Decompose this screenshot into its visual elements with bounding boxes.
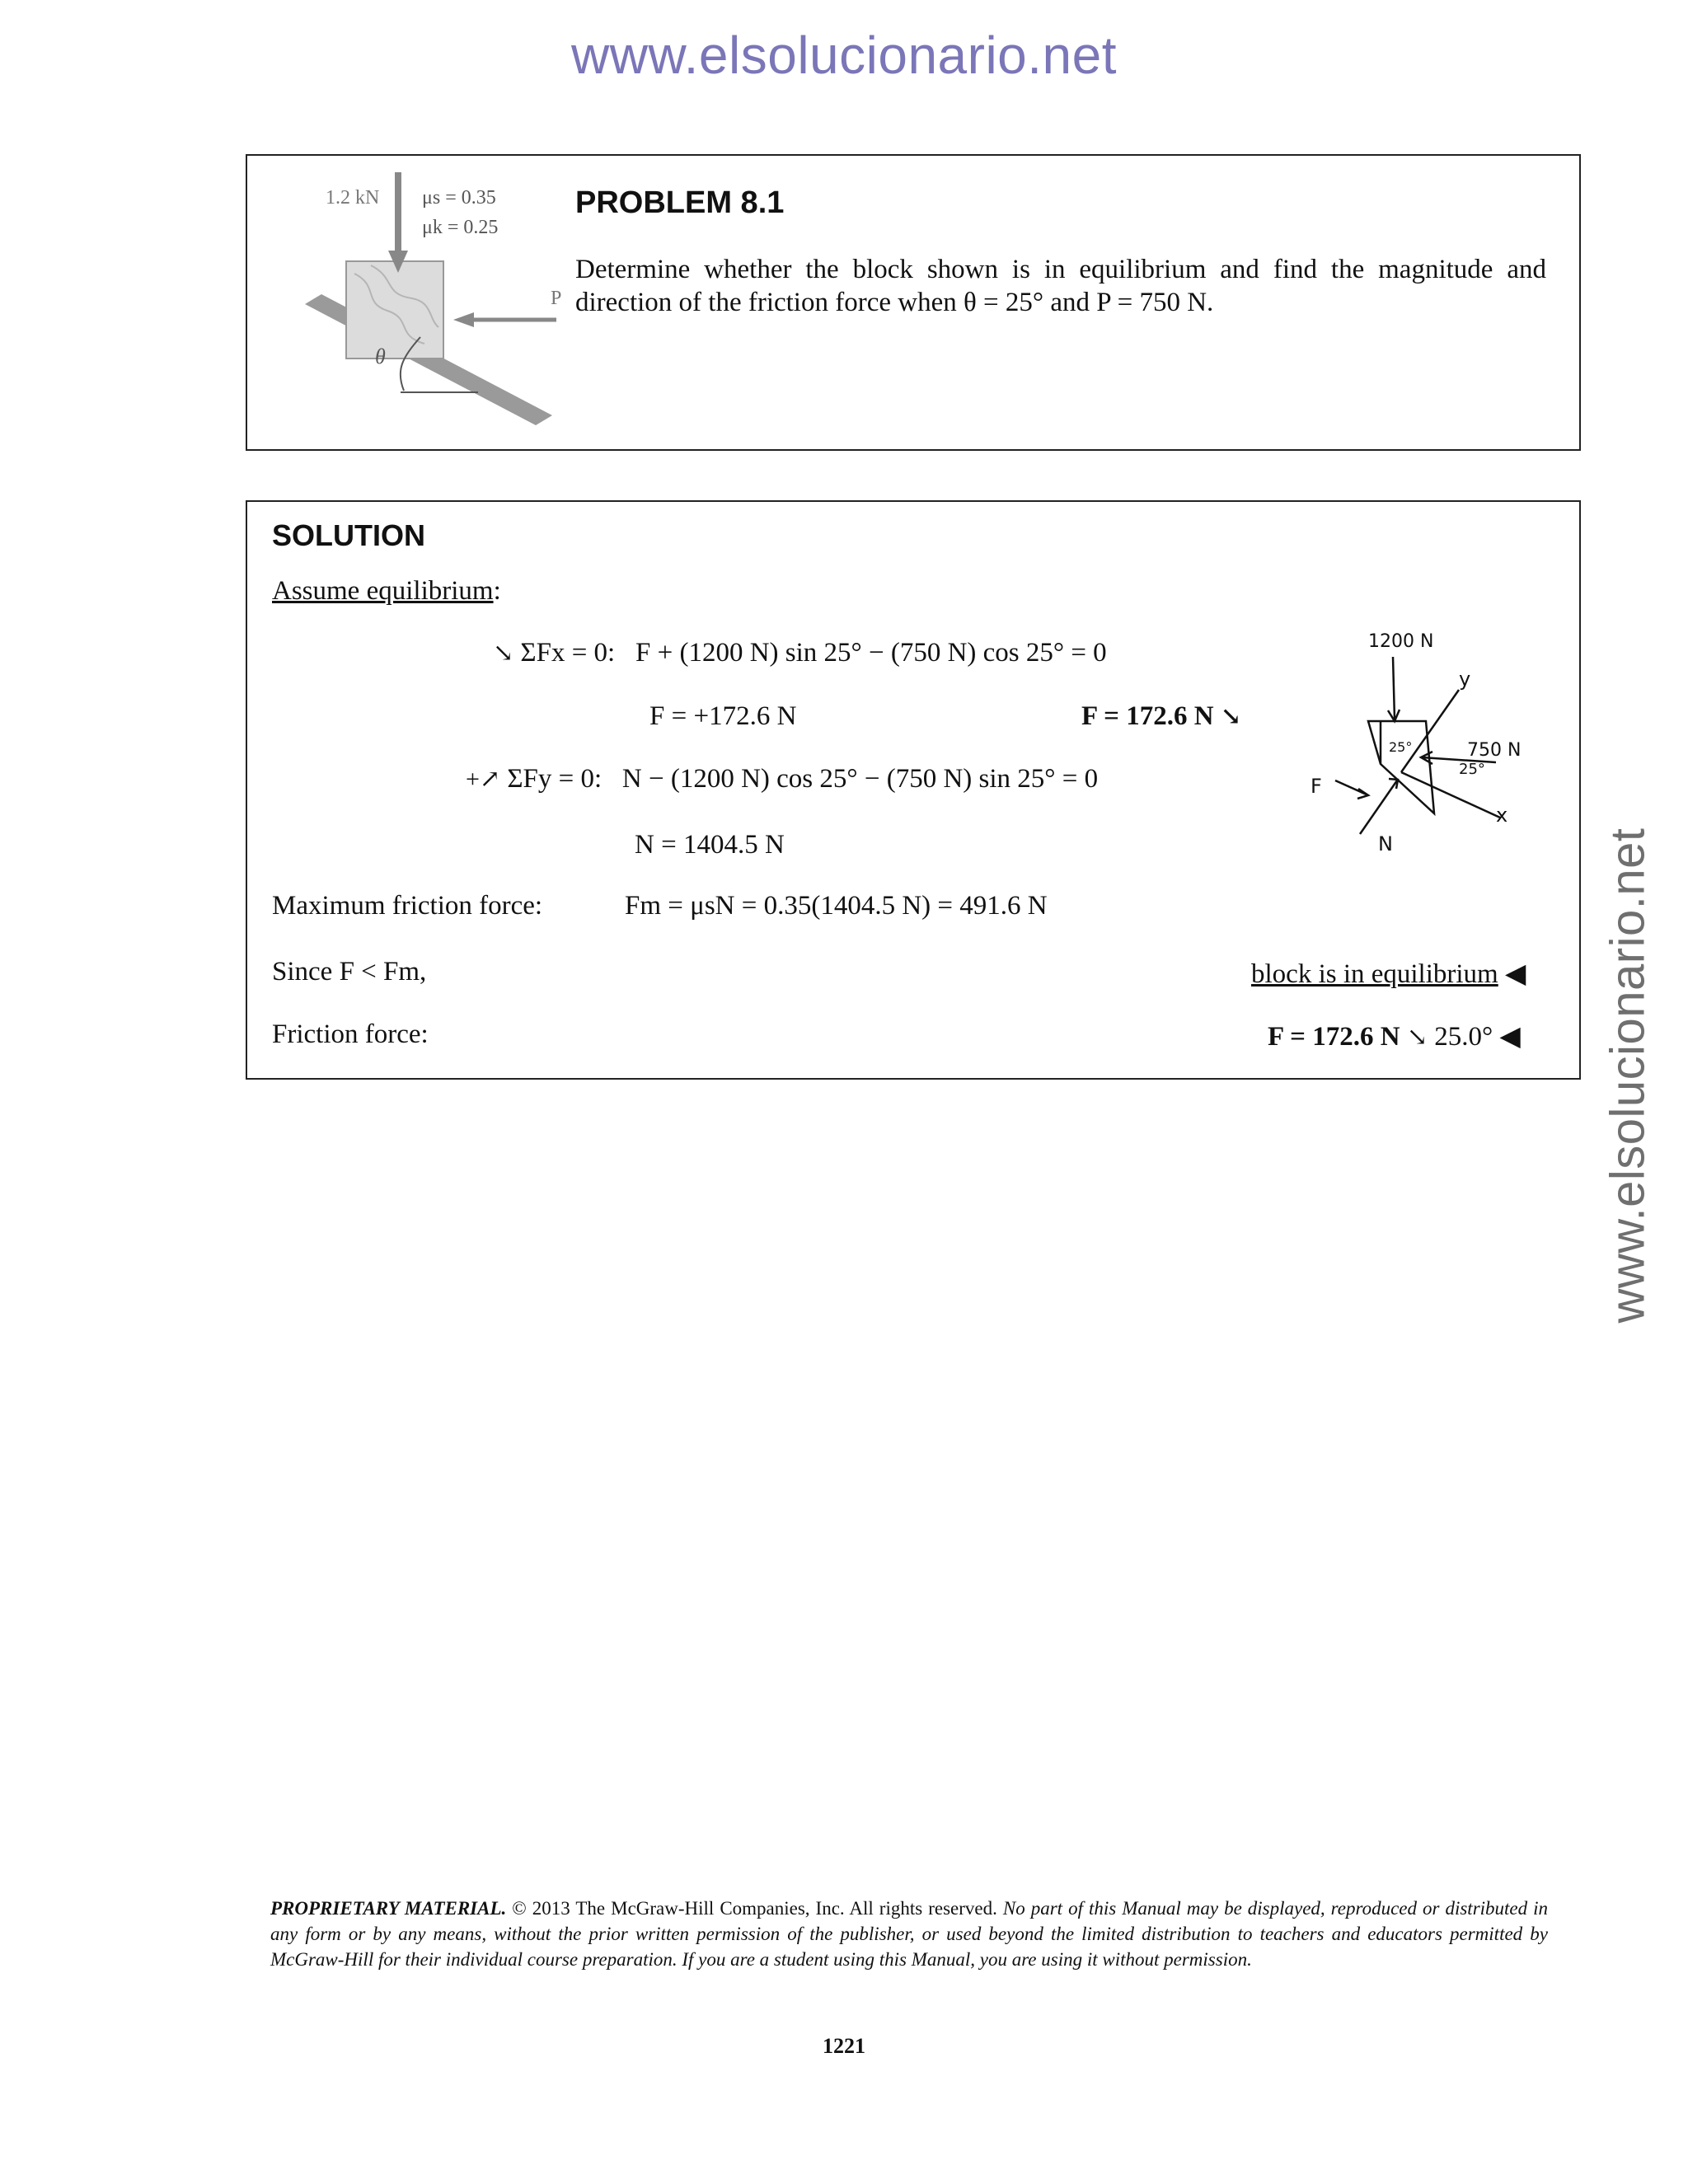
assume-line: Assume equilibrium: [272,576,501,606]
sketch-p-label: 750 N [1467,740,1522,761]
mu-s-label: μs = 0.35 [422,187,496,209]
p-label: P [551,288,562,309]
sum-fy-rhs: N − (1200 N) cos 25° − (750 N) sin 25° = 0 [621,764,1099,794]
friction-force-label: Friction force: [272,1019,429,1049]
footer-notice: No part of this Manual may be displayed, reproduced or distributed in any form or by any means, without the prior written permission of the publisher, or used beyond the limited distribution to teachers and educators permitted by McGraw-Hill for their individual course preparation. If you are a student using this Manual, you are using it without permission. [270,1898,1549,1970]
load-label: 1.2 kN [326,187,380,209]
mu-k-label: μk = 0.25 [422,217,499,238]
assume-label: Assume equilibrium [272,576,494,606]
friction-answer-line [1268,1019,1521,1052]
problem-text: Determine whether the block shown is in equilibrium and find the magnitude and direction of the friction force when θ = 25° and P = 750 N. [575,255,1546,317]
f-vector-value: F = 172.6 N [1081,701,1214,731]
conclusion-text: block is in equilibrium [1251,959,1498,989]
conclusion-line [1251,957,1526,990]
page-number: 1221 [823,2034,865,2058]
watermark-top: www.elsolucionario.net [571,26,1117,85]
answer-marker-icon: ◀ [1499,1022,1521,1052]
friction-angle: 25.0° [1434,1022,1493,1052]
sketch-n-label: N [1378,832,1393,855]
sum-fy-line [466,764,1098,794]
sketch-load-label: 1200 N [1368,631,1434,652]
f-vector-result [1081,701,1241,732]
sketch-f-label: F [1311,775,1322,798]
since-text: Since F < Fm, [272,957,427,987]
copyright-footer [270,1896,1548,1972]
down-slope-arrow-icon: ↘ [1220,703,1241,730]
footer-lead: PROPRIETARY MATERIAL. [270,1898,507,1919]
solution-box [246,500,1581,1080]
max-friction-equation: Fm = μsN = 0.35(1404.5 N) = 491.6 N [625,891,1048,921]
watermark-side: www.elsolucionario.net [1601,827,1655,1324]
friction-direction-arrow-icon: ↘ [1406,1024,1428,1051]
sketch-y-label: y [1459,668,1471,691]
solution-title: SOLUTION [272,518,425,552]
footer-rights: © 2013 The McGraw-Hill Companies, Inc. All rights reserved. [512,1898,997,1919]
positive-down-slope-arrow-icon: ↘ [493,640,514,667]
f-result: F = +172.6 N [649,701,797,731]
friction-answer-value: F = 172.6 N [1268,1022,1400,1052]
problem-box [246,154,1581,451]
sum-fy-lhs: ΣFy = 0: [507,764,603,794]
free-body-diagram [1302,624,1550,871]
sketch-x-label: x [1496,804,1508,827]
free-body-sketch [1302,624,1550,875]
theta-label: θ [375,344,386,368]
answer-marker-icon: ◀ [1504,959,1526,989]
sketch-angle2-label: 25° [1459,761,1485,778]
sum-fx-line [493,638,1107,668]
sum-fx-rhs: F + (1200 N) sin 25° − (750 N) cos 25° = 0 [635,638,1107,668]
incline-block-diagram [280,172,560,428]
problem-title: PROBLEM 8.1 [575,185,785,220]
problem-figure [280,172,560,432]
n-result: N = 1404.5 N [635,830,785,860]
positive-up-slope-arrow-icon: +↗ [466,766,501,793]
sum-fx-lhs: ΣFx = 0: [520,638,616,668]
sketch-angle1-label: 25° [1389,739,1413,755]
max-friction-label: Maximum friction force: [272,891,543,921]
